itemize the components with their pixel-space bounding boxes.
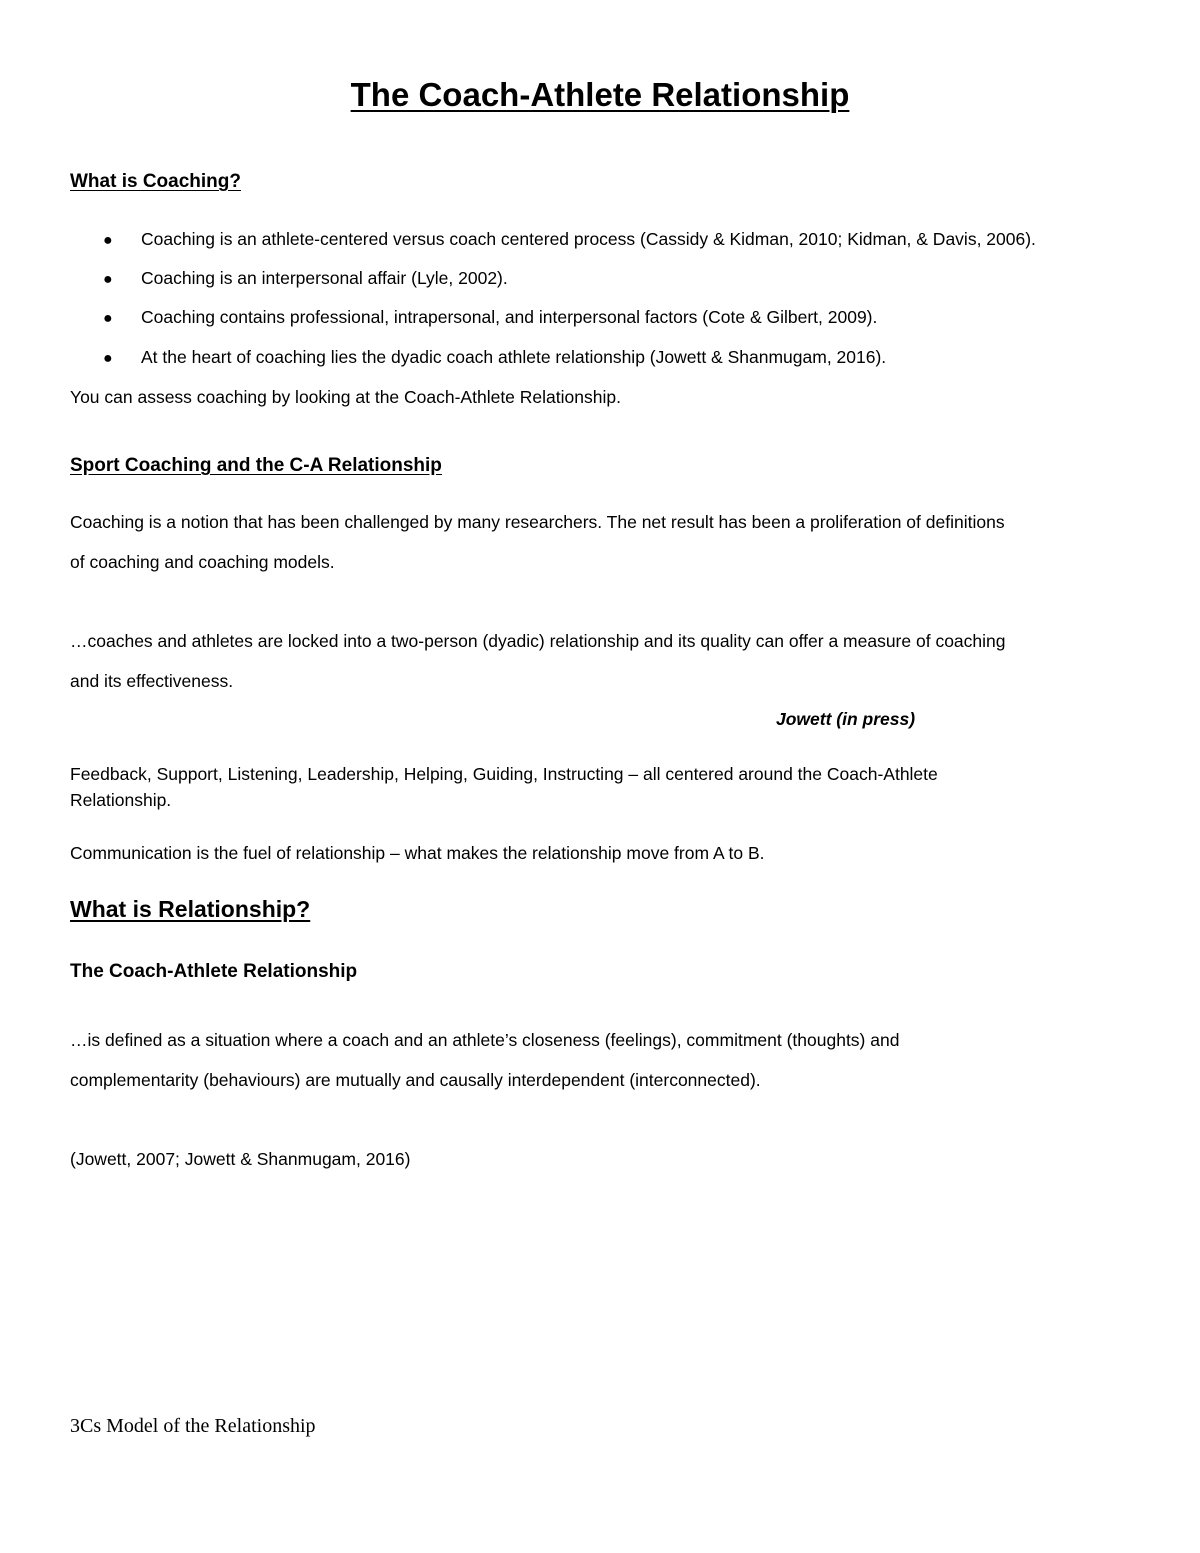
definition-line: complementarity (behaviours) are mutually and causally interdependent (interconnected). (70, 1070, 761, 1090)
paragraph-line: Relationship. (70, 790, 172, 810)
section-heading-sport-coaching: Sport Coaching and the C-A Relationship (70, 455, 442, 476)
bullet-item: At the heart of coaching lies the dyadic coach athlete relationship (Jowett & Shanmugam, 2016). (141, 347, 887, 367)
paragraph: Communication is the fuel of relationship – what makes the relationship move from A to B. (70, 843, 765, 863)
bullet-item: Coaching contains professional, intrapersonal, and interpersonal factors (Cote & Gilbert, 2009). (141, 307, 878, 327)
definition-line: …is defined as a situation where a coach and an athlete’s closeness (feelings), commitment (thoughts) and (70, 1030, 900, 1050)
paragraph-line: Coaching is a notion that has been challenged by many researchers. The net result has been a proliferation of definitions (70, 512, 1005, 532)
paragraph-line: of coaching and coaching models. (70, 552, 335, 572)
bullet-icon: ● (103, 350, 113, 367)
subheading: The Coach-Athlete Relationship (70, 961, 358, 982)
page-title: The Coach-Athlete Relationship (350, 76, 850, 113)
footer-text: 3Cs Model of the Relationship (70, 1415, 316, 1437)
bullet-item: Coaching is an athlete-centered versus coach centered process (Cassidy & Kidman, 2010; Kidman, & Davis, 2006). (141, 229, 1036, 249)
bullet-icon: ● (103, 310, 113, 327)
quote-line: and its effectiveness. (70, 671, 234, 691)
bullet-item: Coaching is an interpersonal affair (Lyle, 2002). (141, 268, 508, 288)
section-heading-what-is-coaching: What is Coaching? (70, 171, 241, 192)
bullet-icon: ● (103, 232, 113, 249)
paragraph: You can assess coaching by looking at the Coach-Athlete Relationship. (70, 387, 621, 407)
quote-line: …coaches and athletes are locked into a two-person (dyadic) relationship and its quality can offer a measure of coaching (70, 631, 1006, 651)
paragraph-line: Feedback, Support, Listening, Leadership, Helping, Guiding, Instructing – all centered around the Coach-Athlete (70, 764, 938, 784)
quote-source: Jowett (in press) (776, 709, 916, 729)
citation: (Jowett, 2007; Jowett & Shanmugam, 2016) (70, 1149, 411, 1169)
bullet-icon: ● (103, 271, 113, 288)
section-heading-what-is-relationship: What is Relationship? (70, 896, 311, 922)
